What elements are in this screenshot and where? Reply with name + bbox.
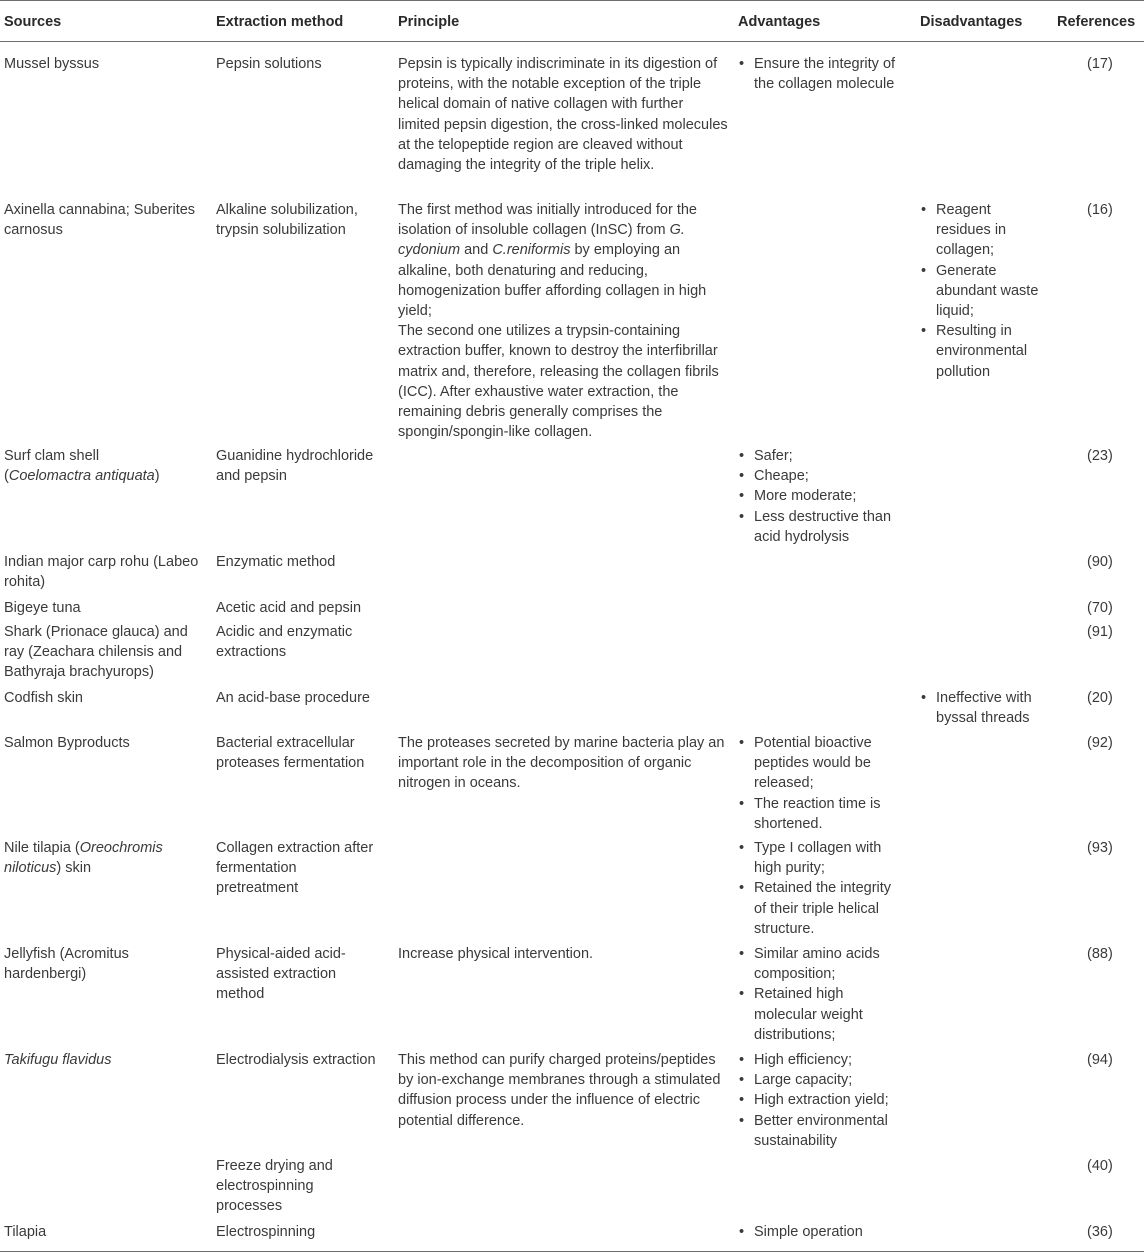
source-text: ) skin xyxy=(56,860,92,877)
cell-advantages xyxy=(738,1050,943,1151)
principle-text: The second one utilizes a trypsin-containing extraction buffer, known to destroy the interfibrillar matrix and, therefore, releasing the collagen fibrils (ICC). After exhaustive water extraction, the remaining debris generally comprises the spongin/spongin-like collagen. xyxy=(398,323,719,441)
list-item: • Better environmental sustainability xyxy=(738,1111,954,1151)
source-text: Surf clam shell xyxy=(4,448,100,464)
advantages-list xyxy=(738,1050,943,1151)
cell-extraction-method: Acetic acid and pepsin xyxy=(216,600,362,616)
list-item: • High extraction yield; xyxy=(738,1090,904,1110)
list-item: • Similar amino acids composition; xyxy=(738,944,904,984)
cell-reference: (23) xyxy=(1087,448,1113,464)
advantages-list xyxy=(738,838,943,939)
advantages-list xyxy=(738,1222,943,1242)
header-advantages: Advantages xyxy=(738,14,821,30)
list-item: • High efficiency; xyxy=(738,1050,904,1070)
cell-reference: (17) xyxy=(1087,56,1113,72)
cell-principle xyxy=(398,200,728,442)
cell-source: Tilapia xyxy=(4,1224,47,1240)
header-disadvantages: Disadvantages xyxy=(920,14,1023,30)
cell-extraction-method: Enzymatic method xyxy=(216,554,336,570)
advantages-list xyxy=(738,944,943,1045)
cell-source: Takifugu flavidus xyxy=(4,1052,112,1068)
cell-reference: (70) xyxy=(1087,600,1113,616)
species-name: C.reniformis xyxy=(492,242,571,259)
header-references: References xyxy=(1057,14,1136,30)
cell-advantages xyxy=(738,838,943,939)
cell-reference: (90) xyxy=(1087,554,1113,570)
list-item: • Large capacity; xyxy=(738,1070,904,1090)
cell-advantages xyxy=(738,944,943,1045)
list-item: • Less destructive than acid hydrolysis xyxy=(738,507,904,547)
cell-principle: Increase physical intervention. xyxy=(398,946,594,962)
cell-extraction-method: Bacterial extracellular proteases fermentation xyxy=(216,735,365,772)
cell-source xyxy=(4,446,199,486)
species-name: Coelomactra antiquata xyxy=(8,468,155,485)
header-extraction-method: Extraction method xyxy=(216,14,344,30)
cell-reference: (40) xyxy=(1087,1158,1113,1174)
source-text: ) xyxy=(154,468,160,485)
cell-source: Bigeye tuna xyxy=(4,600,81,616)
cell-reference: (20) xyxy=(1087,690,1113,706)
cell-source: Mussel byssus xyxy=(4,56,100,72)
cell-principle: The proteases secreted by marine bacteria play an important role in the decomposition of organic nitrogen in oceans. xyxy=(398,735,725,792)
cell-source: Shark (Prionace glauca) and ray (Zeachara chilensis and Bathyraja brachyurops) xyxy=(4,624,188,681)
cell-reference: (94) xyxy=(1087,1052,1113,1068)
cell-reference: (91) xyxy=(1087,624,1113,640)
cell-extraction-method: Acidic and enzymatic extractions xyxy=(216,624,353,661)
cell-source xyxy=(4,838,199,878)
advantages-list xyxy=(738,733,943,834)
list-item: • Type I collagen with high purity; xyxy=(738,838,904,878)
cell-principle: Pepsin is typically indiscriminate in its digestion of proteins, with the notable exception of the triple helical domain of native collagen with further limited pepsin digestion, the cross-linked molecules at the telopeptide region are cleaved without damaging the integrity of the triple helix. xyxy=(398,56,728,174)
cell-reference: (16) xyxy=(1087,202,1113,218)
list-item: • Reagent residues in collagen; xyxy=(920,200,1040,261)
cell-extraction-method: Electrospinning xyxy=(216,1224,316,1240)
list-item: • Potential bioactive peptides would be released; xyxy=(738,733,904,794)
list-item: • Resulting in environmental pollution xyxy=(920,321,1040,382)
source-text: Nile tilapia ( xyxy=(4,840,80,856)
list-item: • Safer; xyxy=(738,446,904,466)
cell-source: Codfish skin xyxy=(4,690,83,706)
list-item: • More moderate; xyxy=(738,486,904,506)
cell-extraction-method: Electrodialysis extraction xyxy=(216,1052,376,1068)
cell-source: Salmon Byproducts xyxy=(4,735,130,751)
cell-reference: (36) xyxy=(1087,1224,1113,1240)
principle-text: The first method was initially introduced for the isolation of insoluble collagen (InSC) from xyxy=(398,202,697,239)
list-item: • Generate abundant waste liquid; xyxy=(920,261,1040,322)
cell-advantages xyxy=(738,733,943,834)
cell-principle: This method can purify charged proteins/peptides by ion-exchange membranes through a stimulated diffusion process under the influence of electric potential difference. xyxy=(398,1052,721,1129)
source-text: ( xyxy=(4,468,9,485)
header-principle: Principle xyxy=(398,14,460,30)
principle-text: by employing an alkaline, both denaturing and reducing, homogenization buffer affording collagen in high yield; xyxy=(398,242,707,320)
cell-advantages xyxy=(738,54,943,94)
cell-extraction-method: Alkaline solubilization, trypsin solubilization xyxy=(216,202,358,239)
disadvantages-list xyxy=(920,688,1040,728)
cell-extraction-method: Pepsin solutions xyxy=(216,56,322,72)
table-header-row xyxy=(0,0,1144,42)
list-item: • Simple operation xyxy=(738,1222,904,1242)
cell-reference: (93) xyxy=(1087,840,1113,856)
list-item: • The reaction time is shortened. xyxy=(738,794,904,834)
cell-extraction-method: An acid-base procedure xyxy=(216,690,370,706)
table-bottom-rule xyxy=(0,1251,1144,1252)
list-item: • Retained the integrity of their triple helical structure. xyxy=(738,878,904,939)
cell-source: Indian major carp rohu (Labeo rohita) xyxy=(4,554,199,591)
cell-extraction-method: Freeze drying and electrospinning processes xyxy=(216,1158,333,1215)
principle-text: and xyxy=(460,242,493,259)
cell-extraction-method: Guanidine hydrochloride and pepsin xyxy=(216,448,374,485)
list-item: • Ineffective with byssal threads xyxy=(920,688,1040,728)
header-sources: Sources xyxy=(4,14,62,30)
list-item: • Cheape; xyxy=(738,466,904,486)
cell-reference: (92) xyxy=(1087,735,1113,751)
disadvantages-list xyxy=(920,200,1040,382)
cell-extraction-method: Physical-aided acid-assisted extraction method xyxy=(216,946,346,1003)
species-name: Oreochromis niloticus xyxy=(4,840,163,877)
list-item: • Ensure the integrity of the collagen molecule xyxy=(738,54,904,94)
cell-source: Axinella cannabina; Suberites carnosus xyxy=(4,202,196,239)
advantages-list xyxy=(738,446,943,547)
cell-advantages xyxy=(738,446,943,547)
species-name: G. cydonium xyxy=(398,222,685,259)
cell-reference: (88) xyxy=(1087,946,1113,962)
cell-advantages xyxy=(738,1222,943,1242)
cell-source: Jellyfish (Acromitus hardenbergi) xyxy=(4,946,129,983)
cell-disadvantages xyxy=(920,200,1040,382)
list-item: • Retained high molecular weight distributions; xyxy=(738,984,904,1045)
advantages-list xyxy=(738,54,943,94)
cell-disadvantages xyxy=(920,688,1040,728)
cell-extraction-method: Collagen extraction after fermentation pretreatment xyxy=(216,840,374,897)
